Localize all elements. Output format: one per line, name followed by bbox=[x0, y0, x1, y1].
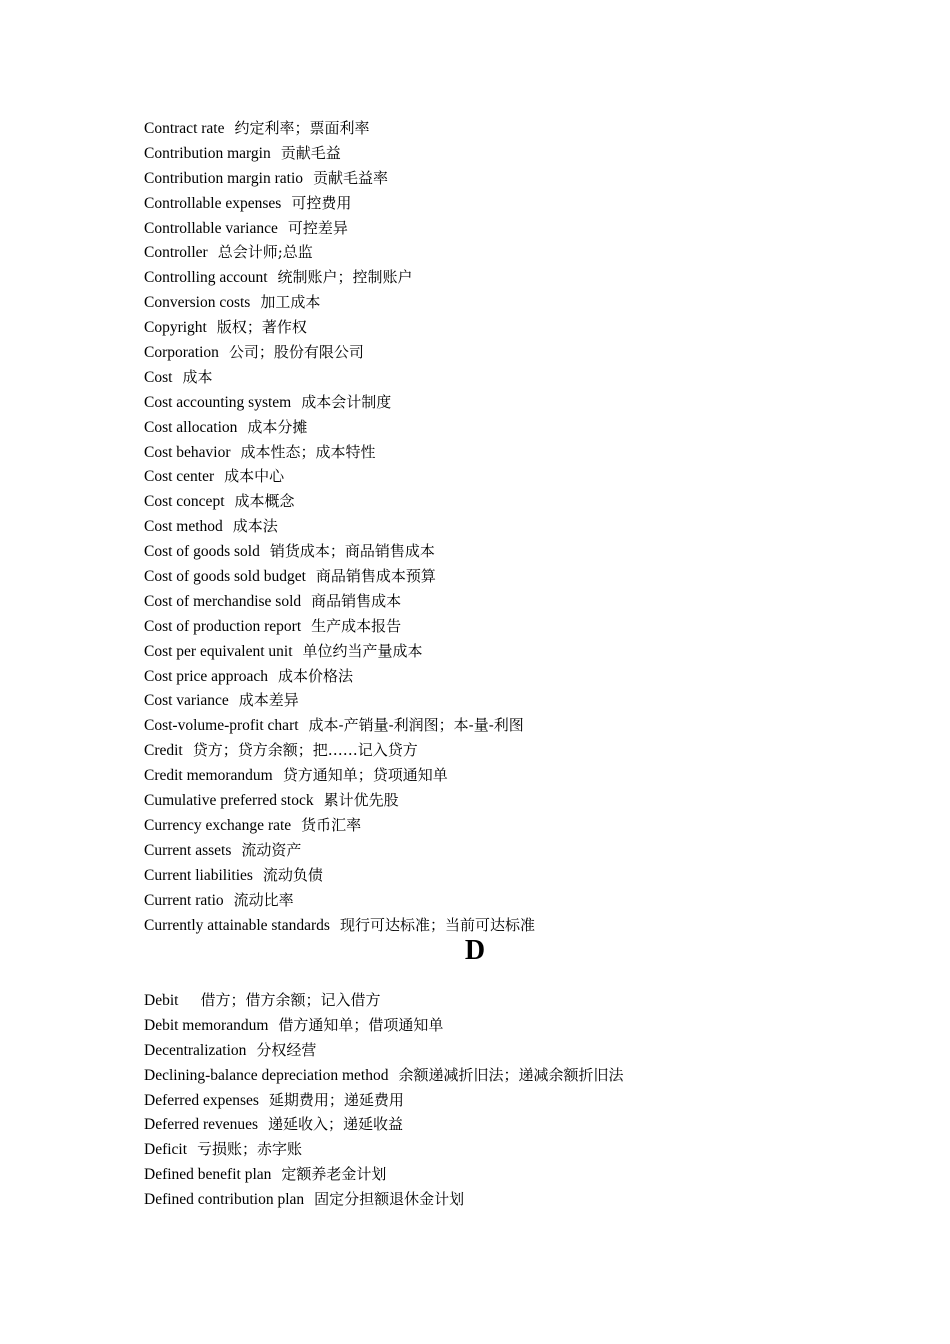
glossary-entry bbox=[144, 315, 844, 340]
entry-translation: 贡献毛益率 bbox=[313, 168, 389, 187]
entry-translation: 货币汇率 bbox=[301, 815, 362, 834]
entry-term: Debit bbox=[144, 992, 179, 1009]
entry-term: Cost method bbox=[144, 518, 223, 536]
entry-translation: 单位约当产量成本 bbox=[302, 641, 423, 660]
glossary-entry bbox=[144, 1187, 844, 1212]
entry-term: Conversion costs bbox=[144, 294, 251, 312]
entry-term: Deferred revenues bbox=[144, 1116, 259, 1134]
entry-term: Cost center bbox=[144, 468, 215, 486]
glossary-entry bbox=[144, 1137, 844, 1162]
entry-term: Cost allocation bbox=[144, 418, 238, 436]
entry-term: Copyright bbox=[144, 319, 207, 337]
entry-translation: 成本法 bbox=[232, 517, 278, 536]
glossary-entry bbox=[144, 1088, 844, 1113]
glossary-entry bbox=[144, 415, 844, 440]
glossary-entry bbox=[144, 290, 844, 315]
entry-translation: 借方；借方余额；记入借方 bbox=[200, 991, 381, 1009]
entry-translation: 递延收入；递延收益 bbox=[268, 1115, 404, 1134]
entry-translation: 商品销售成本 bbox=[311, 591, 402, 610]
entry-term: Contribution margin ratio bbox=[144, 169, 304, 187]
glossary-entry bbox=[144, 1013, 844, 1038]
entry-term: Deficit bbox=[144, 1141, 188, 1159]
entry-translation: 统制账户；控制账户 bbox=[277, 268, 413, 287]
glossary-entry bbox=[144, 1038, 844, 1063]
glossary-entry bbox=[144, 514, 844, 539]
entry-term: Current ratio bbox=[144, 891, 224, 909]
entry-translation: 流动资产 bbox=[241, 840, 302, 859]
entry-translation: 成本价格法 bbox=[277, 666, 353, 685]
glossary-entry bbox=[144, 639, 844, 664]
glossary-entry bbox=[144, 788, 844, 813]
entry-translation: 流动负债 bbox=[262, 865, 323, 884]
entry-translation: 亏损账；赤字账 bbox=[197, 1140, 303, 1159]
entry-term: Credit bbox=[144, 742, 183, 760]
entry-term: Cost-volume-profit chart bbox=[144, 717, 299, 735]
entry-term: Defined contribution plan bbox=[144, 1191, 305, 1209]
glossary-entry bbox=[144, 664, 844, 689]
glossary-entry bbox=[144, 340, 844, 365]
glossary-section-c bbox=[144, 116, 844, 937]
entry-translation: 成本差异 bbox=[238, 691, 299, 710]
entry-term: Cost of goods sold budget bbox=[144, 568, 306, 586]
entry-translation: 累计优先股 bbox=[323, 791, 399, 810]
glossary-entry bbox=[144, 265, 844, 290]
entry-translation: 成本会计制度 bbox=[301, 392, 392, 411]
entry-translation: 成本分摊 bbox=[247, 417, 308, 436]
glossary-entry bbox=[144, 688, 844, 713]
entry-translation: 加工成本 bbox=[260, 293, 321, 312]
entry-term: Declining-balance depreciation method bbox=[144, 1066, 389, 1084]
entry-term: Cost price approach bbox=[144, 667, 268, 685]
glossary-entry bbox=[144, 838, 844, 863]
letter-heading-d: D bbox=[464, 935, 486, 966]
entry-translation: 成本 bbox=[182, 367, 213, 386]
entry-translation: 成本概念 bbox=[234, 492, 295, 511]
glossary-entry bbox=[144, 589, 844, 614]
entry-translation: 约定利率；票面利率 bbox=[234, 119, 370, 137]
glossary-entry bbox=[144, 539, 844, 564]
glossary-entry bbox=[144, 240, 844, 265]
entry-translation: 可控费用 bbox=[291, 193, 352, 212]
entry-term: Cost concept bbox=[144, 493, 225, 511]
glossary-entry bbox=[144, 763, 844, 788]
entry-term: Current assets bbox=[144, 841, 232, 859]
entry-term: Currency exchange rate bbox=[144, 816, 292, 834]
entry-term: Defined benefit plan bbox=[144, 1166, 272, 1184]
glossary-entry bbox=[144, 365, 844, 390]
glossary-entry bbox=[144, 614, 844, 639]
entry-term: Cost per equivalent unit bbox=[144, 642, 293, 660]
glossary-entry bbox=[144, 464, 844, 489]
entry-translation: 总会计师;总监 bbox=[217, 243, 313, 262]
entry-term: Cost bbox=[144, 368, 173, 386]
entry-translation: 借方通知单；借项通知单 bbox=[278, 1015, 444, 1034]
glossary-entry bbox=[144, 863, 844, 888]
entry-term: Controller bbox=[144, 244, 208, 262]
glossary-entry bbox=[144, 166, 844, 191]
entry-translation: 成本-产销量-利润图；本-量-利图 bbox=[308, 716, 524, 735]
glossary-entry bbox=[144, 813, 844, 838]
glossary-entry bbox=[144, 713, 844, 738]
entry-term: Contract rate bbox=[144, 120, 225, 137]
entry-translation: 流动比率 bbox=[233, 890, 294, 909]
glossary-entry bbox=[144, 1112, 844, 1137]
entry-translation: 分权经营 bbox=[256, 1040, 317, 1059]
entry-term: Cumulative preferred stock bbox=[144, 792, 314, 810]
glossary-entry bbox=[144, 988, 844, 1013]
glossary-section-d bbox=[144, 988, 844, 1212]
glossary-entry bbox=[144, 191, 844, 216]
glossary-entry bbox=[144, 564, 844, 589]
glossary-entry bbox=[144, 390, 844, 415]
entry-translation: 公司；股份有限公司 bbox=[228, 343, 364, 362]
entry-term: Cost accounting system bbox=[144, 393, 292, 411]
entry-translation: 成本中心 bbox=[224, 467, 285, 486]
entry-translation: 可控差异 bbox=[287, 218, 348, 237]
glossary-entry bbox=[144, 141, 844, 166]
entry-translation: 销货成本；商品销售成本 bbox=[269, 542, 435, 561]
glossary-entry bbox=[144, 888, 844, 913]
entry-term: Contribution margin bbox=[144, 144, 271, 162]
entry-translation: 固定分担额退休金计划 bbox=[314, 1190, 465, 1209]
entry-translation: 贷方；贷方余额；把……记入贷方 bbox=[192, 741, 418, 760]
glossary-entry bbox=[144, 1162, 844, 1187]
entry-translation: 现行可达标准；当前可达标准 bbox=[339, 915, 535, 934]
glossary-entry bbox=[144, 216, 844, 241]
entry-translation: 生产成本报告 bbox=[311, 616, 402, 635]
glossary-entry bbox=[144, 1063, 844, 1088]
entry-translation: 成本性态；成本特性 bbox=[240, 442, 376, 461]
entry-term: Credit memorandum bbox=[144, 767, 273, 785]
entry-term: Cost behavior bbox=[144, 443, 231, 461]
entry-term: Decentralization bbox=[144, 1041, 247, 1059]
entry-term: Debit memorandum bbox=[144, 1016, 269, 1034]
entry-term: Cost of goods sold bbox=[144, 543, 260, 561]
entry-term: Controlling account bbox=[144, 269, 268, 287]
entry-translation: 延期费用；递延费用 bbox=[268, 1090, 404, 1109]
glossary-entry bbox=[144, 738, 844, 763]
entry-translation: 贷方通知单；贷项通知单 bbox=[282, 766, 448, 785]
entry-term: Controllable expenses bbox=[144, 194, 282, 212]
glossary-entry bbox=[144, 440, 844, 465]
entry-term: Cost of merchandise sold bbox=[144, 592, 302, 610]
entry-translation: 版权；著作权 bbox=[216, 318, 307, 337]
entry-term: Cost variance bbox=[144, 692, 229, 710]
entry-term: Controllable variance bbox=[144, 219, 278, 237]
entry-term: Corporation bbox=[144, 344, 219, 362]
entry-term: Cost of production report bbox=[144, 617, 302, 635]
entry-term: Current liabilities bbox=[144, 866, 253, 884]
entry-translation: 余额递减折旧法；递减余额折旧法 bbox=[398, 1065, 624, 1084]
glossary-entry bbox=[144, 489, 844, 514]
entry-translation: 贡献毛益 bbox=[280, 143, 341, 162]
glossary-entry bbox=[144, 116, 844, 141]
entry-translation: 商品销售成本预算 bbox=[315, 567, 436, 586]
entry-translation: 定额养老金计划 bbox=[281, 1165, 387, 1184]
entry-term: Deferred expenses bbox=[144, 1091, 259, 1109]
entry-term: Currently attainable standards bbox=[144, 916, 330, 934]
